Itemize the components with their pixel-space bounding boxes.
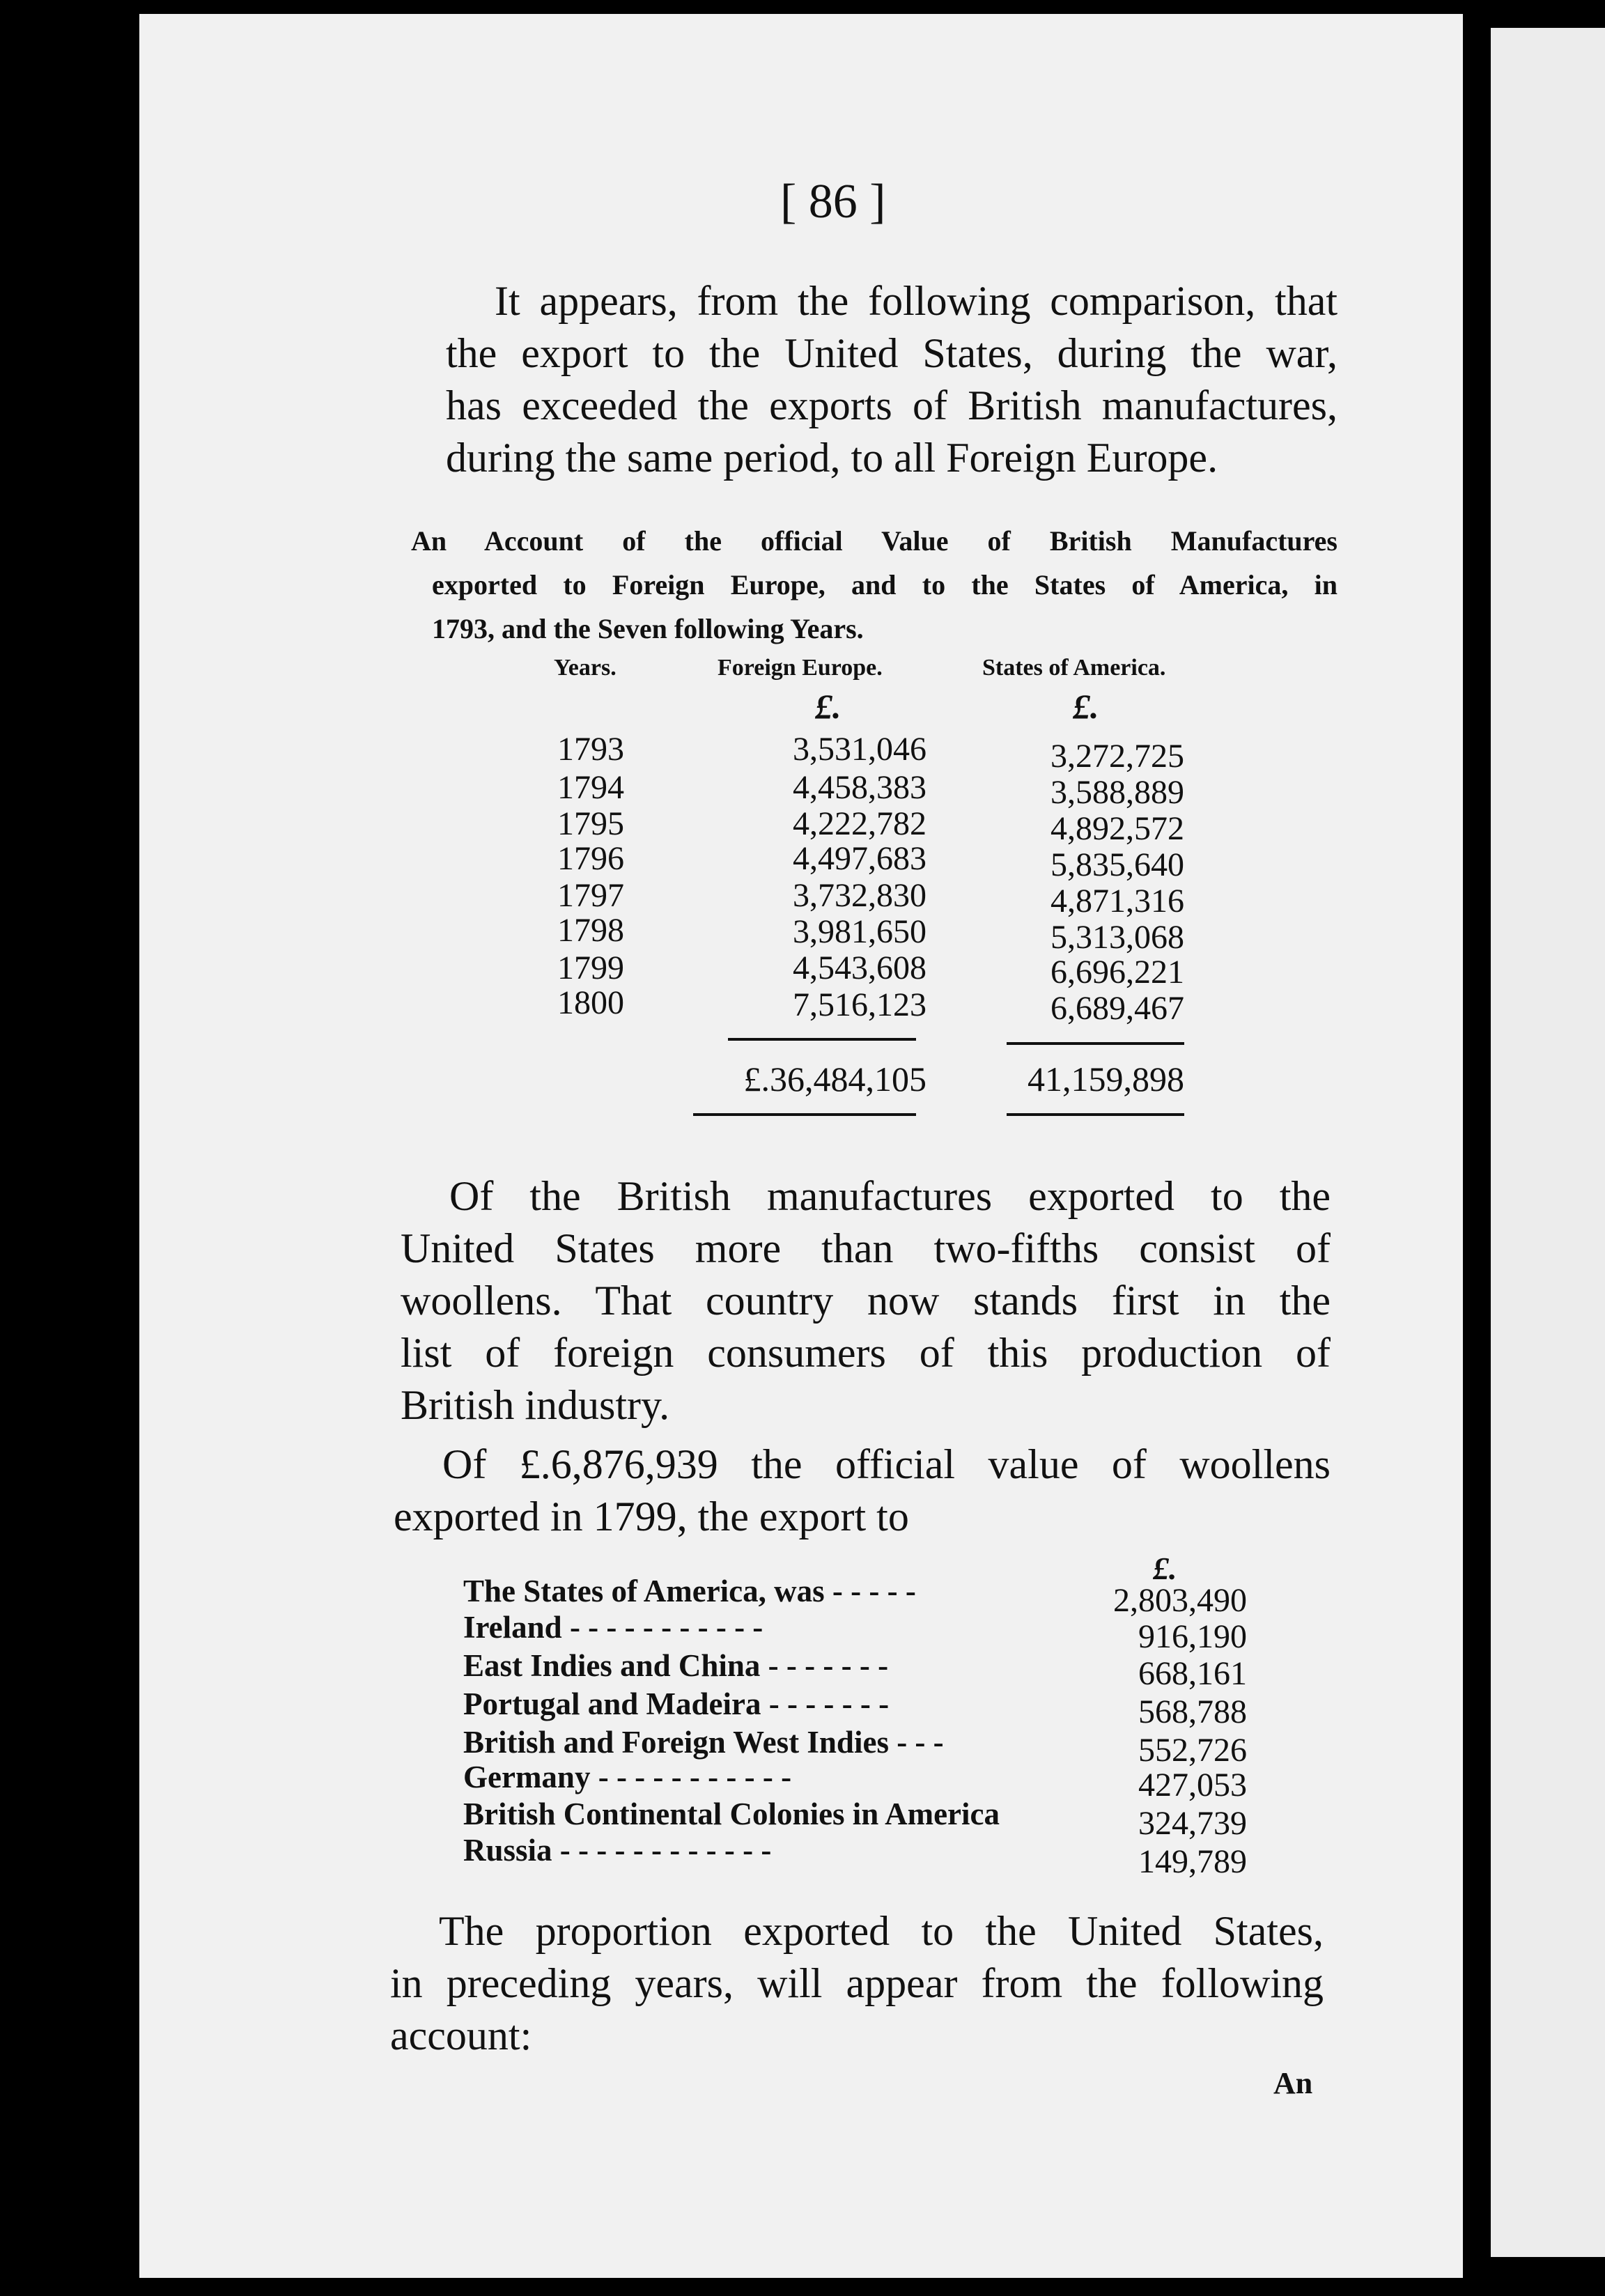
paragraph-line: exported in 1799, the export to — [394, 1494, 909, 1539]
table-caption — [411, 519, 1338, 651]
destination-label: Portugal and Madeira - - - - - - - — [463, 1686, 890, 1721]
paragraph-line: woollens. That country now stands first in the — [401, 1278, 1331, 1324]
paragraph-line: Of £.6,876,939 the official value of woollens — [442, 1441, 1331, 1487]
currency-symbol: £. — [1153, 1551, 1177, 1586]
total-rule — [1007, 1113, 1184, 1116]
paragraph-line: list of foreign consumers of this production of — [401, 1330, 1331, 1376]
destination-label: British and Foreign West Indies - - - — [463, 1725, 944, 1760]
table-year: 1797 — [557, 877, 624, 914]
destination-label: The States of America, was - - - - - — [463, 1574, 916, 1608]
destination-value: 427,053 — [1138, 1767, 1247, 1804]
table-year: 1799 — [557, 949, 624, 986]
currency-symbol: £. — [1073, 687, 1099, 726]
table-value-foreign-europe: 3,981,650 — [793, 913, 926, 950]
table-year: 1793 — [557, 731, 624, 768]
destination-label: East Indies and China - - - - - - - — [463, 1648, 889, 1683]
column-header-states-of-america: States of America. — [982, 655, 1166, 681]
table-value-foreign-europe: 4,497,683 — [793, 840, 926, 877]
intro-line: during the same period, to all Foreign Europe. — [446, 435, 1218, 481]
table-year: 1798 — [557, 912, 624, 949]
table-value-foreign-europe: 4,458,383 — [793, 769, 926, 806]
destination-label: British Continental Colonies in America — [463, 1797, 1000, 1831]
total-america: 41,159,898 — [1028, 1060, 1184, 1099]
intro-line: the export to the United States, during the war, — [446, 330, 1338, 376]
sum-rule — [1007, 1042, 1184, 1045]
table-value-foreign-europe: 4,543,608 — [793, 949, 926, 986]
official-value-paragraph — [394, 1438, 1331, 1543]
table-value-america: 4,892,572 — [1050, 810, 1184, 847]
column-header-foreign-europe: Foreign Europe. — [718, 655, 883, 681]
table-value-america: 6,696,221 — [1050, 954, 1184, 991]
table-value-america: 6,689,467 — [1050, 990, 1184, 1027]
sum-rule — [728, 1038, 916, 1041]
destination-value: 916,190 — [1138, 1618, 1247, 1655]
table-value-foreign-europe: 4,222,782 — [793, 805, 926, 842]
table-year: 1794 — [557, 769, 624, 806]
table-year: 1796 — [557, 840, 624, 877]
column-header-years: Years. — [554, 655, 617, 681]
intro-paragraph — [446, 275, 1338, 484]
paragraph-line: account: — [390, 2012, 532, 2058]
caption-line: exported to Foreign Europe, and to the States of America, in — [432, 569, 1338, 600]
paragraph-line: The proportion exported to the United States, — [439, 1908, 1324, 1954]
proportion-paragraph — [390, 1905, 1324, 2062]
intro-line: It appears, from the following comparison, that — [495, 278, 1338, 324]
woollens-paragraph — [401, 1170, 1331, 1432]
destination-value: 568,788 — [1138, 1693, 1247, 1730]
table-value-america: 3,272,725 — [1050, 738, 1184, 775]
table-value-foreign-europe: 7,516,123 — [793, 986, 926, 1023]
total-foreign-europe: £.36,484,105 — [743, 1060, 926, 1099]
catchword: An — [1273, 2066, 1313, 2100]
currency-symbol: £. — [815, 687, 842, 726]
table-value-foreign-europe: 3,531,046 — [793, 731, 926, 768]
destination-label: Germany - - - - - - - - - - - — [463, 1760, 792, 1794]
paragraph-line: in preceding years, will appear from the following — [390, 1960, 1324, 2006]
table-year: 1800 — [557, 984, 624, 1021]
paragraph-line: British industry. — [401, 1382, 670, 1428]
destination-label: Russia - - - - - - - - - - - - — [463, 1833, 772, 1868]
destination-value: 324,739 — [1138, 1805, 1247, 1842]
table-year: 1795 — [557, 805, 624, 842]
destination-value: 668,161 — [1138, 1655, 1247, 1692]
destination-label: Ireland - - - - - - - - - - - — [463, 1610, 763, 1645]
table-value-america: 3,588,889 — [1050, 774, 1184, 811]
caption-line: An Account of the official Value of British Manufactures — [411, 525, 1338, 557]
table-value-america: 5,835,640 — [1050, 846, 1184, 883]
caption-line: 1793, and the Seven following Years. — [432, 613, 864, 644]
destination-value: 2,803,490 — [1113, 1582, 1247, 1619]
total-rule — [693, 1113, 916, 1116]
destination-value: 149,789 — [1138, 1843, 1247, 1880]
destination-value: 552,726 — [1138, 1732, 1247, 1769]
intro-line: has exceeded the exports of British manufactures, — [446, 382, 1338, 428]
page-number: [ 86 ] — [780, 175, 886, 228]
facing-page-edge — [1491, 28, 1605, 2257]
table-value-foreign-europe: 3,732,830 — [793, 877, 926, 914]
table-value-america: 4,871,316 — [1050, 883, 1184, 920]
paragraph-line: United States more than two-fifths consist of — [401, 1225, 1331, 1271]
table-value-america: 5,313,068 — [1050, 919, 1184, 956]
paragraph-line: Of the British manufactures exported to the — [449, 1173, 1331, 1219]
